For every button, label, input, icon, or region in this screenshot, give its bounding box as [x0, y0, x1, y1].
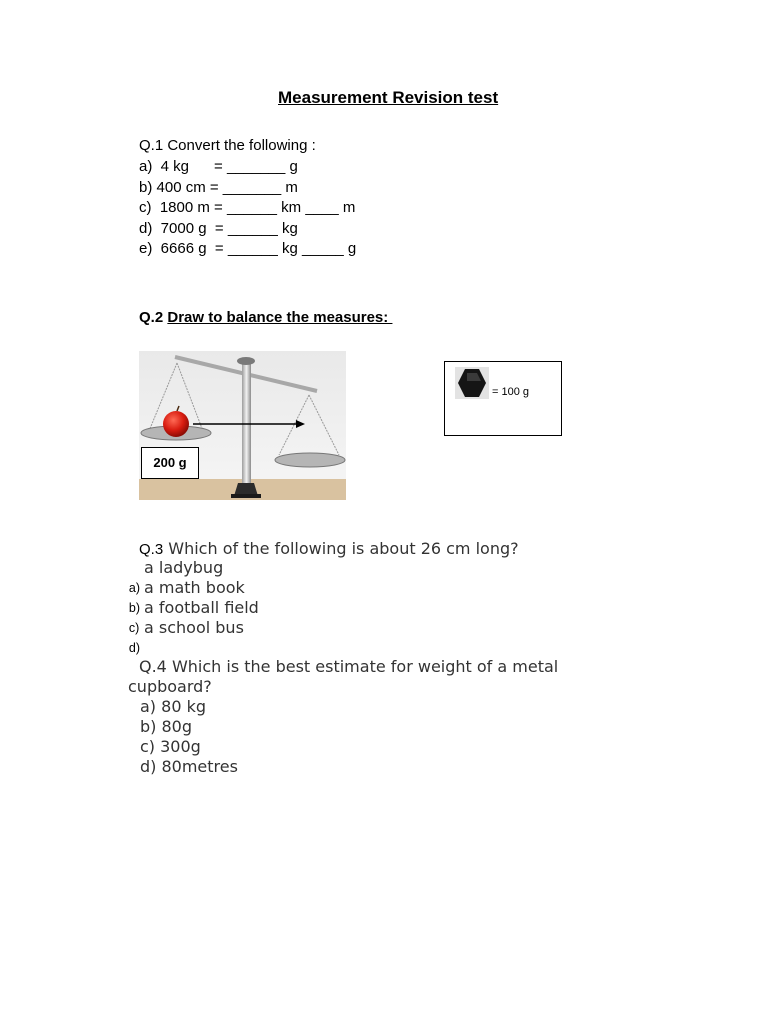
q1-line-e: e) 6666 g = ______ kg _____ g [139, 240, 357, 257]
q3-option-text: a school bus [144, 618, 244, 637]
q3-option-label: d) [128, 641, 141, 655]
q1-heading: Q.1 Convert the following : [139, 137, 316, 154]
q3-option-text: a ladybug [144, 558, 224, 577]
q4-option-a: a) 80 kg [140, 697, 206, 716]
q1-line-d: d) 7000 g = ______ kg [139, 219, 298, 237]
q3-heading [139, 539, 519, 559]
q3-option-label: b) [128, 601, 141, 615]
q4-option-c: c) 300g [140, 737, 201, 756]
q4-option-d: d) 80metres [140, 757, 238, 776]
q2-heading-text: Draw to balance the measures: [167, 309, 393, 326]
q4-question-line2: cupboard? [128, 677, 212, 696]
q2-prefix: Q.2 [139, 309, 168, 326]
q1-line-c: c) 1800 m = ______ km ____ m [139, 199, 356, 216]
q3-prefix: Q.3 [139, 541, 164, 558]
page-title: Measurement Revision test [278, 88, 499, 107]
q1-line-b: b) 400 cm = _______ m [139, 178, 298, 196]
q3-option-text: a football field [144, 598, 259, 617]
q3-option-text: a math book [144, 578, 245, 597]
q3-question: Which of the following is about 26 cm long? [163, 539, 519, 558]
q2-heading [139, 309, 392, 326]
weight-label-box: 200 g [141, 447, 199, 479]
q3-option-label: a) [128, 581, 141, 595]
weight-legend-label: = 100 g [492, 386, 530, 398]
q4-question-line1: Q.4 Which is the best estimate for weight of a metal [139, 657, 559, 676]
weight-icon [455, 367, 489, 399]
q4-option-b: b) 80g [140, 717, 192, 736]
q3-option-d [120, 621, 140, 657]
q3-option-label: c) [128, 621, 140, 635]
q1-line-a: a) 4 kg = _______ g [139, 158, 298, 175]
